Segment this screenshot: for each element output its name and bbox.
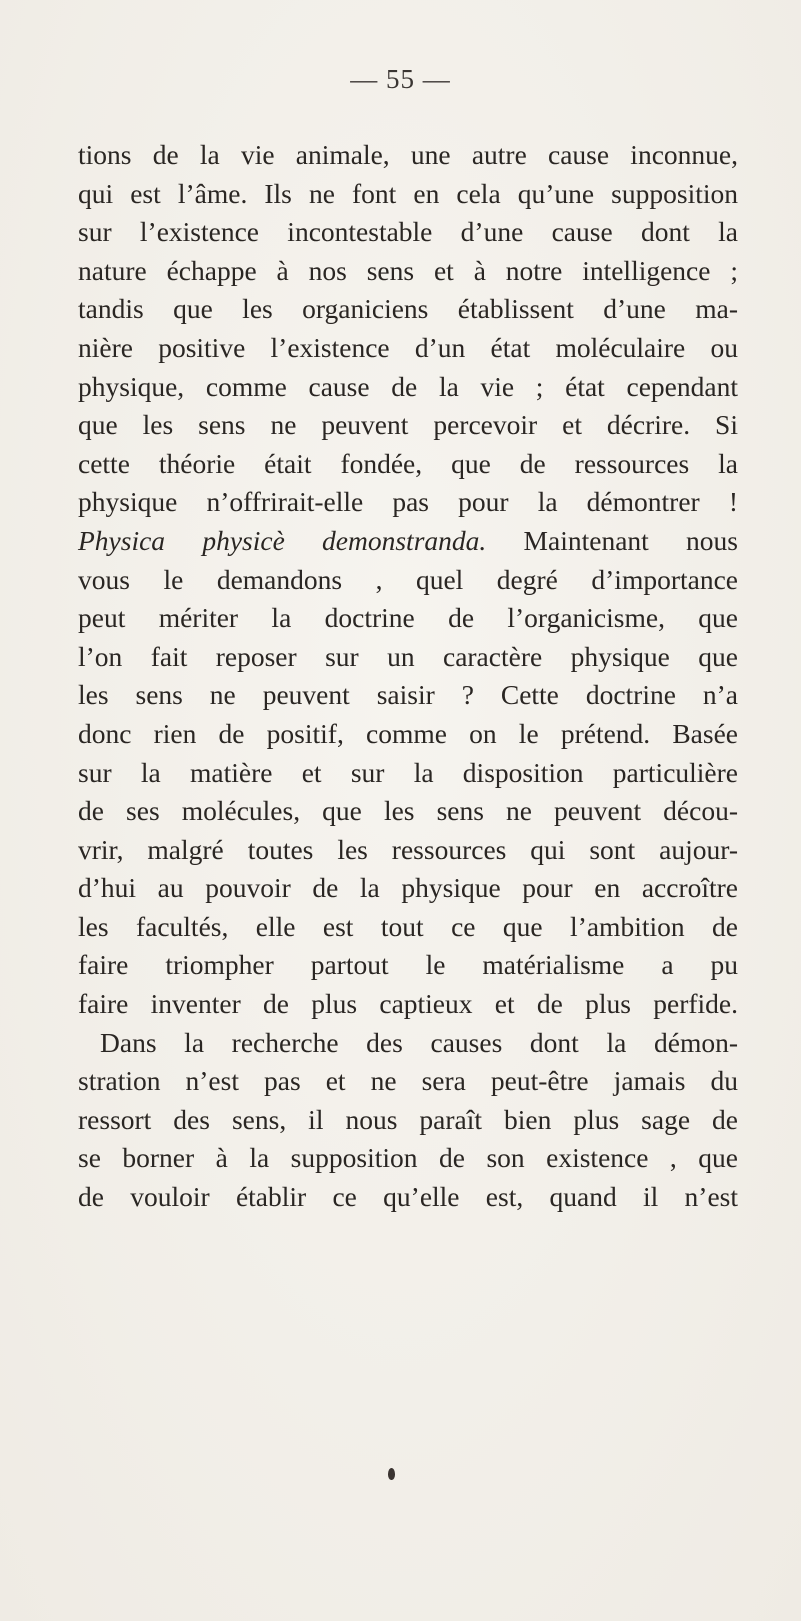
text-line: cette théorie était fondée, que de ressources la — [78, 447, 738, 479]
text-line: l’on fait reposer sur un caractère physique que — [78, 640, 738, 672]
text-line: se borner à la supposition de son existence , que — [78, 1142, 738, 1174]
text-line: nière positive l’existence d’un état moléculaire ou — [78, 331, 738, 363]
text-line: de vouloir établir ce qu’elle est, quand il n’est — [78, 1181, 738, 1213]
text-line-paragraph-start: Dans la recherche des causes dont la démon- — [100, 1026, 738, 1058]
text-line: physique, comme cause de la vie ; état cependant — [78, 370, 738, 402]
text-line: nature échappe à nos sens et à notre intelligence ; — [78, 254, 738, 286]
body-text — [78, 136, 738, 1217]
text-line: vrir, malgré toutes les ressources qui sont aujour- — [78, 833, 738, 865]
text-line: d’hui au pouvoir de la physique pour en accroître — [78, 872, 738, 904]
text-line: les facultés, elle est tout ce que l’ambition de — [78, 910, 738, 942]
text-line: sur la matière et sur la disposition particulière — [78, 756, 738, 788]
ink-speck — [388, 1468, 395, 1480]
text-line: sur l’existence incontestable d’une cause dont la — [78, 216, 738, 248]
text-line: physique n’offrirait-elle pas pour la démontrer ! — [78, 486, 738, 518]
text-line: donc rien de positif, comme on le prétend. Basée — [78, 717, 738, 749]
text-line: les sens ne peuvent saisir ? Cette doctrine n’a — [78, 679, 738, 711]
text-fragment: Maintenant nous — [523, 524, 739, 556]
text-line: ressort des sens, il nous paraît bien plus sage de — [78, 1103, 738, 1135]
page-number: — 55 — — [350, 64, 451, 94]
text-line: stration n’est pas et ne sera peut-être jamais du — [78, 1065, 738, 1097]
text-line: tions de la vie animale, une autre cause inconnue, — [78, 139, 738, 170]
text-line: que les sens ne peuvent percevoir et décrire. Si — [78, 409, 738, 441]
text-line: faire triompher partout le matérialisme a pu — [78, 949, 738, 981]
text-line: tandis que les organiciens établissent d’une ma- — [78, 293, 738, 325]
text-line: qui est l’âme. Ils ne font en cela qu’une supposition — [78, 177, 738, 209]
text-line: peut mériter la doctrine de l’organicisme, que — [78, 602, 738, 634]
text-line: vous le demandons , quel degré d’importance — [78, 563, 738, 595]
latin-phrase: Physica physicè demonstranda. — [78, 524, 487, 556]
text-line: faire inventer de plus captieux et de plus perfide. — [78, 988, 738, 1020]
text-line: de ses molécules, que les sens ne peuvent décou- — [78, 795, 738, 827]
text-line-latin — [78, 522, 738, 561]
